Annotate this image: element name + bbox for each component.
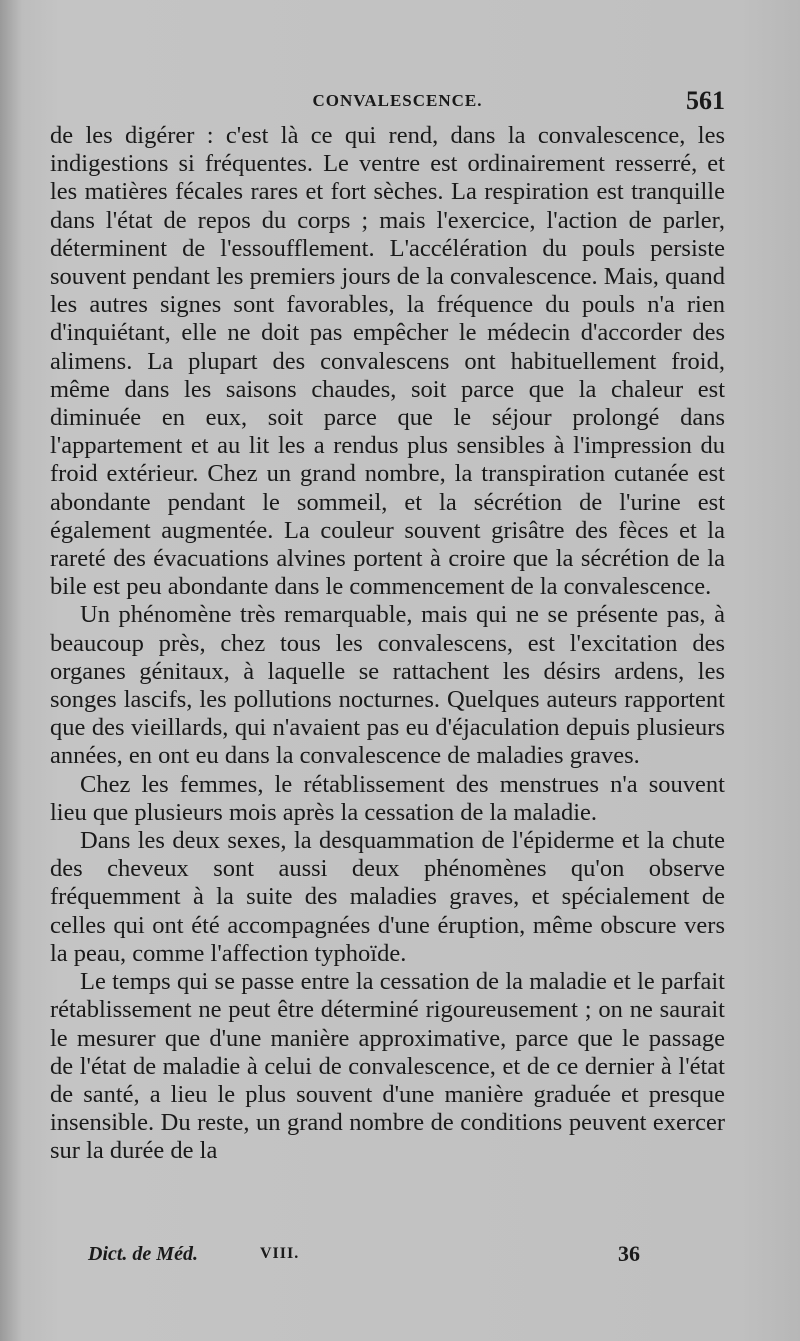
page-footer <box>50 1243 725 1273</box>
body-text <box>50 122 725 1166</box>
running-title: CONVALESCENCE. <box>312 91 483 110</box>
paragraph: Un phénomène très remarquable, mais qui ne se présente pas, à beaucoup près, chez tous les convalescens, est l'excitation des organes génitaux, à laquelle se rattachent les désirs ardens, les songes lascifs, les pollutions nocturnes. Quelques auteurs rapportent que des vieillards, qui n'avaient pas eu d'éjaculation depuis plusieurs années, en ont eu dans la convalescence de maladies graves. <box>50 601 725 770</box>
signature-mark: Dict. de Méd. <box>88 1243 198 1265</box>
paragraph: Le temps qui se passe entre la cessation de la maladie et le parfait rétablissement ne peut être déterminé rigoureusement ; on ne saurait le mesurer que d'une manière approximative, parce que le passage de l'état de maladie à celui de convalescence, et de ce dernier à l'état de santé, a lieu le plus souvent d'une manière graduée et presque insensible. Du reste, un grand nombre de conditions peuvent exercer sur la durée de la <box>50 968 725 1165</box>
paragraph: Dans les deux sexes, la desquammation de l'épiderme et la chute des cheveux sont aussi deux phénomènes qu'on observe fréquemment à la suite des maladies graves, et spécialement de celles qui ont été accompagnées d'une éruption, même obscure vers la peau, comme l'affection typhoïde. <box>50 827 725 967</box>
volume-number: VIII. <box>260 1245 300 1262</box>
page-header <box>50 86 725 121</box>
paragraph: Chez les femmes, le rétablissement des menstrues n'a souvent lieu que plusieurs mois après la cessation de la maladie. <box>50 770 725 826</box>
page-number: 561 <box>686 86 725 115</box>
sheet-number: 36 <box>618 1241 640 1266</box>
paragraph: de les digérer : c'est là ce qui rend, dans la convalescence, les indigestions si fréquentes. Le ventre est ordinairement resserré, et les matières fécales rares et fort sèches. La respiration est tranquille dans l'état de repos du corps ; mais l'exercice, l'action de parler, déterminent de l'essoufflement. L'accélération du pouls persiste souvent pendant les premiers jours de la convalescence. Mais, quand les autres signes sont favorables, la fréquence du pouls n'a rien d'inquiétant, elle ne doit pas empêcher le médecin d'accorder des alimens. La plupart des convalescens ont habituellement froid, même dans les saisons chaudes, soit parce que la chaleur est diminuée en eux, soit parce que le séjour prolongé dans l'appartement et au lit les a rendus plus sensibles à l'impression du froid extérieur. Chez un grand nombre, la transpiration cutanée est abondante pendant le sommeil, et la sécrétion de l'urine est également augmentée. La couleur souvent grisâtre des fèces et la rareté des évacuations alvines portent à croire que la sécrétion de la bile est peu abondante dans le commencement de la convalescence. <box>50 122 725 601</box>
